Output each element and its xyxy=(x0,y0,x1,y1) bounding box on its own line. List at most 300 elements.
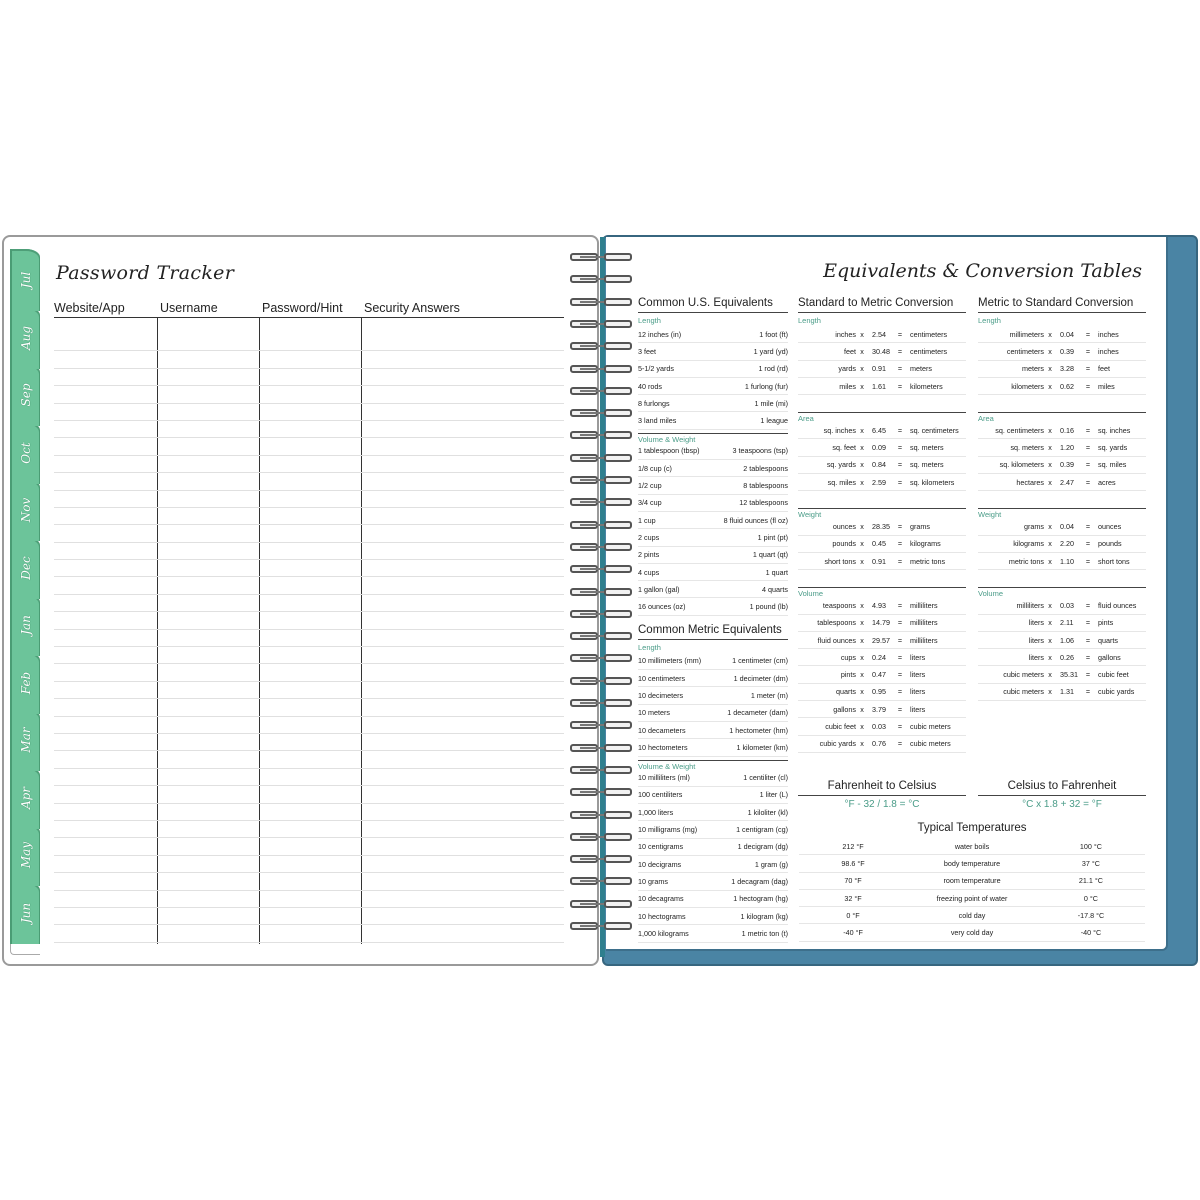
fahrenheit: 32 °F xyxy=(844,893,862,903)
factor: 2.20 xyxy=(1060,539,1074,549)
to-unit: acres xyxy=(1098,477,1116,487)
from-unit: 40 rods xyxy=(638,381,662,391)
equivalent-row xyxy=(638,412,788,429)
section-label: Volume xyxy=(978,587,1146,597)
equals-sign: = xyxy=(897,687,903,697)
conversion-row xyxy=(978,684,1146,701)
from-unit: metric tons xyxy=(1008,556,1044,566)
to-unit: milliliters xyxy=(910,635,938,645)
factor: 0.39 xyxy=(1060,346,1074,356)
from-unit: sq. meters xyxy=(1010,443,1044,453)
entry-row[interactable] xyxy=(54,351,564,368)
factor: 35.31 xyxy=(1060,670,1078,680)
factor: 0.95 xyxy=(872,687,886,697)
ring-loop xyxy=(604,521,632,529)
to-unit: metric tons xyxy=(910,556,946,566)
factor: 0.03 xyxy=(872,721,886,731)
conversion-row xyxy=(978,615,1146,632)
equals-sign: = xyxy=(1085,600,1091,610)
to-unit: 1 kilometer (km) xyxy=(736,742,788,752)
from-unit: kilograms xyxy=(1013,539,1044,549)
multiply-sign: x xyxy=(1048,652,1052,662)
page-title: Password Tracker xyxy=(56,262,235,284)
equals-sign: = xyxy=(897,460,903,470)
section-label: Weight xyxy=(798,508,966,518)
from-unit: 3 land miles xyxy=(638,416,677,426)
from-unit: cubic feet xyxy=(825,721,856,731)
multiply-sign: x xyxy=(1048,687,1052,697)
equals-sign: = xyxy=(1085,425,1091,435)
c-to-f-block xyxy=(978,780,1146,810)
section-spacer xyxy=(798,570,966,587)
from-unit: 5-1/2 yards xyxy=(638,364,674,374)
typical-temps-title: Typical Temperatures xyxy=(917,822,1027,834)
multiply-sign: x xyxy=(860,539,864,549)
factor: 3.79 xyxy=(872,704,886,714)
metric-to-std-column xyxy=(978,297,1146,701)
spiral-ring xyxy=(566,453,636,463)
from-unit: 3 feet xyxy=(638,346,656,356)
multiply-sign: x xyxy=(860,522,864,532)
equivalent-row xyxy=(638,378,788,395)
entry-row[interactable] xyxy=(54,925,564,942)
ring-loop xyxy=(604,298,632,306)
fahrenheit: -40 °F xyxy=(843,928,863,938)
conversion-row xyxy=(798,518,966,535)
conversion-row xyxy=(798,439,966,456)
from-unit: ounces xyxy=(832,522,856,532)
equals-sign: = xyxy=(897,381,903,391)
from-unit: cubic meters xyxy=(1003,687,1044,697)
multiply-sign: x xyxy=(860,425,864,435)
equals-sign: = xyxy=(897,329,903,339)
to-unit: 4 quarts xyxy=(762,584,788,594)
month-tab-label: Aug xyxy=(18,325,33,350)
section-label: Length xyxy=(798,316,821,325)
to-unit: centimeters xyxy=(910,346,948,356)
entry-row[interactable] xyxy=(54,525,564,542)
from-unit: 10 decimeters xyxy=(638,690,684,700)
ring-loop xyxy=(604,632,632,640)
celsius: 21.1 °C xyxy=(1078,876,1103,886)
multiply-sign: x xyxy=(860,704,864,714)
to-unit: 12 tablespoons xyxy=(739,498,788,508)
month-tab-mar[interactable] xyxy=(10,709,40,771)
conversion-row xyxy=(978,536,1146,553)
spiral-ring xyxy=(566,854,636,864)
month-tab-label: Sep xyxy=(18,383,33,407)
to-unit: 1 furlong (fur) xyxy=(744,381,788,391)
conversion-row xyxy=(798,615,966,632)
conversion-row xyxy=(798,422,966,439)
to-unit: 1 foot (ft) xyxy=(759,329,788,339)
from-unit: 1 gallon (gal) xyxy=(638,584,680,594)
factor: 0.91 xyxy=(872,364,886,374)
factor: 1.06 xyxy=(1060,635,1074,645)
factor: 29.57 xyxy=(872,635,890,645)
equivalent-row xyxy=(638,395,788,412)
multiply-sign: x xyxy=(1048,556,1052,566)
header-divider xyxy=(54,317,564,318)
to-unit: kilograms xyxy=(910,539,941,549)
temperature-row xyxy=(799,855,1145,872)
spiral-ring xyxy=(566,587,636,597)
ring-loop xyxy=(604,699,632,707)
spiral-ring xyxy=(566,252,636,262)
entry-row[interactable] xyxy=(54,560,564,577)
entry-row[interactable] xyxy=(54,908,564,925)
factor: 0.09 xyxy=(872,443,886,453)
from-unit: pints xyxy=(840,670,856,680)
conversion-row xyxy=(798,701,966,718)
month-tab-oct[interactable] xyxy=(10,422,40,484)
ring-loop xyxy=(604,833,632,841)
ring-loop xyxy=(604,476,632,484)
to-unit: 1 meter (m) xyxy=(750,690,788,700)
to-unit: centimeters xyxy=(910,329,948,339)
ring-loop xyxy=(604,320,632,328)
from-unit: sq. yards xyxy=(826,460,856,470)
to-unit: 1 yard (yd) xyxy=(753,346,788,356)
month-tab-label: Apr xyxy=(18,786,33,809)
multiply-sign: x xyxy=(860,460,864,470)
to-unit: liters xyxy=(910,704,926,714)
equals-sign: = xyxy=(1085,443,1091,453)
month-tab-label: Nov xyxy=(18,497,33,523)
from-unit: 100 centiliters xyxy=(638,790,683,800)
conversion-row xyxy=(798,718,966,735)
entry-row[interactable] xyxy=(54,612,564,629)
entry-row[interactable] xyxy=(54,751,564,768)
from-unit: feet xyxy=(844,346,856,356)
entry-row[interactable] xyxy=(54,543,564,560)
entry-row[interactable] xyxy=(54,856,564,873)
from-unit: centimeters xyxy=(1006,346,1044,356)
factor: 0.16 xyxy=(1060,425,1074,435)
conversion-row xyxy=(978,632,1146,649)
conversion-row xyxy=(798,457,966,474)
typical-temps-table xyxy=(799,838,1145,942)
to-unit: 1 centigram (cg) xyxy=(736,825,788,835)
fahrenheit: 212 °F xyxy=(842,841,864,851)
to-unit: grams xyxy=(910,522,930,532)
ring-loop xyxy=(604,900,632,908)
entry-row[interactable] xyxy=(54,421,564,438)
month-tab-may[interactable] xyxy=(10,824,40,886)
from-unit: gallons xyxy=(833,704,856,714)
multiply-sign: x xyxy=(860,381,864,391)
celsius: 37 °C xyxy=(1081,858,1100,868)
factor: 30.48 xyxy=(872,346,890,356)
equals-sign: = xyxy=(897,556,903,566)
from-unit: miles xyxy=(839,381,856,391)
entry-row[interactable] xyxy=(54,438,564,455)
entry-row[interactable] xyxy=(54,334,564,351)
equals-sign: = xyxy=(897,721,903,731)
from-unit: 10 centigrams xyxy=(638,842,684,852)
factor: 1.20 xyxy=(1060,443,1074,453)
equivalent-row xyxy=(638,722,788,739)
conversion-row xyxy=(798,649,966,666)
conversion-row xyxy=(798,474,966,491)
from-unit: short tons xyxy=(824,556,856,566)
ring-loop xyxy=(604,565,632,573)
entry-row[interactable] xyxy=(54,456,564,473)
ring-loop xyxy=(604,498,632,506)
multiply-sign: x xyxy=(1048,539,1052,549)
equivalent-row xyxy=(638,443,788,460)
month-tab-sep[interactable] xyxy=(10,364,40,426)
month-tab-label: Jun xyxy=(18,902,33,923)
conversion-row xyxy=(798,666,966,683)
to-unit: 1 centiliter (cl) xyxy=(743,773,788,783)
month-tab-label: Feb xyxy=(18,671,33,694)
from-unit: 10 milliliters (ml) xyxy=(638,773,690,783)
multiply-sign: x xyxy=(860,556,864,566)
equals-sign: = xyxy=(897,704,903,714)
equals-sign: = xyxy=(1085,346,1091,356)
equals-sign: = xyxy=(897,635,903,645)
month-tab-nov[interactable] xyxy=(10,479,40,541)
from-unit: sq. centimeters xyxy=(995,425,1044,435)
section-spacer xyxy=(798,395,966,412)
entry-row[interactable] xyxy=(54,473,564,490)
temperature-row xyxy=(799,907,1145,924)
entry-row[interactable] xyxy=(54,838,564,855)
to-unit: cubic meters xyxy=(910,721,951,731)
c-to-f-formula: °C x 1.8 + 32 = °F xyxy=(1022,799,1102,810)
f-to-c-formula: °F - 32 / 1.8 = °C xyxy=(844,799,920,810)
from-unit: 10 decagrams xyxy=(638,894,684,904)
from-unit: 10 millimeters (mm) xyxy=(638,656,702,666)
equals-sign: = xyxy=(897,739,903,749)
section-spacer xyxy=(978,570,1146,587)
spiral-ring xyxy=(566,653,636,663)
description: freezing point of water xyxy=(936,893,1008,903)
from-unit: 4 cups xyxy=(638,567,660,577)
spiral-ring xyxy=(566,475,636,485)
std-to-metric-title: Standard to Metric Conversion xyxy=(798,297,966,313)
to-unit: 8 tablespoons xyxy=(743,481,788,491)
description: water boils xyxy=(954,841,990,851)
temperature-row xyxy=(799,890,1145,907)
spiral-ring xyxy=(566,743,636,753)
factor: 28.35 xyxy=(872,522,890,532)
ring-loop xyxy=(604,387,632,395)
entry-row[interactable] xyxy=(54,508,564,525)
to-unit: inches xyxy=(1098,329,1119,339)
entry-row[interactable] xyxy=(54,717,564,734)
conversion-row xyxy=(798,326,966,343)
ring-loop xyxy=(604,588,632,596)
spiral-ring xyxy=(566,676,636,686)
entry-row[interactable] xyxy=(54,699,564,716)
factor: 2.59 xyxy=(872,477,886,487)
entry-row[interactable] xyxy=(54,873,564,890)
spiral-ring xyxy=(566,408,636,418)
conversion-tables-page xyxy=(606,237,1168,951)
factor: 0.04 xyxy=(1060,329,1074,339)
conversion-row xyxy=(978,597,1146,614)
to-unit: 3 teaspoons (tsp) xyxy=(732,446,788,456)
description: room temperature xyxy=(943,876,1001,886)
multiply-sign: x xyxy=(1048,460,1052,470)
to-unit: sq. yards xyxy=(1098,443,1128,453)
from-unit: kilometers xyxy=(1011,381,1044,391)
equivalent-row xyxy=(638,739,788,756)
spiral-ring xyxy=(566,386,636,396)
temperature-row xyxy=(799,873,1145,890)
section-label: Volume & Weight xyxy=(638,760,788,770)
to-unit: inches xyxy=(1098,346,1119,356)
common-metric-title: Common Metric Equivalents xyxy=(638,624,788,640)
entry-row[interactable] xyxy=(54,404,564,421)
celsius: -17.8 °C xyxy=(1077,910,1105,920)
equals-sign: = xyxy=(897,443,903,453)
entry-row[interactable] xyxy=(54,664,564,681)
entry-row[interactable] xyxy=(54,491,564,508)
month-tab-apr[interactable] xyxy=(10,767,40,829)
from-unit: cubic meters xyxy=(1003,670,1044,680)
section-label: Length xyxy=(638,316,661,325)
equals-sign: = xyxy=(1085,539,1091,549)
entry-row[interactable] xyxy=(54,386,564,403)
equivalent-row xyxy=(638,891,788,908)
multiply-sign: x xyxy=(1048,443,1052,453)
spiral-ring xyxy=(566,542,636,552)
entry-row[interactable] xyxy=(54,630,564,647)
from-unit: cubic yards xyxy=(819,739,856,749)
equivalent-row xyxy=(638,804,788,821)
from-unit: teaspoons xyxy=(822,600,856,610)
entry-row[interactable] xyxy=(54,595,564,612)
entry-row[interactable] xyxy=(54,769,564,786)
description: cold day xyxy=(958,910,986,920)
to-unit: quarts xyxy=(1098,635,1118,645)
multiply-sign: x xyxy=(1048,364,1052,374)
from-unit: 1 tablespoon (tbsp) xyxy=(638,446,700,456)
to-unit: 1 rod (rd) xyxy=(758,364,788,374)
multiply-sign: x xyxy=(860,652,864,662)
equivalent-row xyxy=(638,581,788,598)
description: very cold day xyxy=(950,928,994,938)
multiply-sign: x xyxy=(860,687,864,697)
to-unit: 1 mile (mi) xyxy=(754,398,788,408)
month-tab-jul[interactable] xyxy=(10,249,40,311)
ring-loop xyxy=(604,677,632,685)
equivalent-row xyxy=(638,326,788,343)
multiply-sign: x xyxy=(860,329,864,339)
conversion-row xyxy=(798,553,966,570)
from-unit: 12 inches (in) xyxy=(638,329,682,339)
equivalent-row xyxy=(638,839,788,856)
equivalent-row xyxy=(638,547,788,564)
from-unit: liters xyxy=(1028,635,1044,645)
from-unit: 10 grams xyxy=(638,876,668,886)
to-unit: 1 pint (pt) xyxy=(757,532,788,542)
to-unit: 2 tablespoons xyxy=(743,463,788,473)
month-tab-jan[interactable] xyxy=(10,594,40,656)
to-unit: sq. miles xyxy=(1098,460,1127,470)
entry-row[interactable] xyxy=(54,734,564,751)
equals-sign: = xyxy=(1085,329,1091,339)
conversion-row xyxy=(978,457,1146,474)
to-unit: liters xyxy=(910,687,926,697)
spiral-ring xyxy=(566,787,636,797)
spiral-ring xyxy=(566,698,636,708)
conversion-row xyxy=(798,343,966,360)
factor: 2.11 xyxy=(1060,618,1074,628)
multiply-sign: x xyxy=(860,739,864,749)
column-header-password: Password/Hint xyxy=(262,301,343,315)
ring-loop xyxy=(604,610,632,618)
common-equivalents-column xyxy=(638,297,788,943)
month-tab-label: Jan xyxy=(18,615,33,635)
from-unit: 1 cup xyxy=(638,515,656,525)
spiral-ring xyxy=(566,520,636,530)
multiply-sign: x xyxy=(1048,346,1052,356)
to-unit: 1 decagram (dag) xyxy=(731,876,788,886)
factor: 0.45 xyxy=(872,539,886,549)
from-unit: 10 decameters xyxy=(638,725,686,735)
conversion-row xyxy=(978,474,1146,491)
month-tab-dec[interactable] xyxy=(10,537,40,599)
factor: 2.47 xyxy=(1060,477,1074,487)
entry-row[interactable] xyxy=(54,821,564,838)
month-tab-feb[interactable] xyxy=(10,652,40,714)
from-unit: 10 centimeters xyxy=(638,673,686,683)
celsius: 0 °C xyxy=(1083,893,1098,903)
f-to-c-title: Fahrenheit to Celsius xyxy=(798,780,966,796)
conversion-row xyxy=(978,666,1146,683)
entry-row[interactable] xyxy=(54,647,564,664)
spiral-ring xyxy=(566,609,636,619)
entry-row[interactable] xyxy=(54,577,564,594)
conversion-row xyxy=(798,361,966,378)
spiral-binding xyxy=(566,252,636,952)
entry-row[interactable] xyxy=(54,891,564,908)
conversion-row xyxy=(798,632,966,649)
from-unit: hectares xyxy=(1016,477,1044,487)
description: body temperature xyxy=(943,858,1001,868)
entry-row[interactable] xyxy=(54,369,564,386)
to-unit: 1 gram (g) xyxy=(754,859,788,869)
from-unit: quarts xyxy=(836,687,856,697)
section-spacer xyxy=(978,491,1146,508)
month-tab-jun[interactable] xyxy=(10,882,40,944)
month-tabs xyxy=(10,249,40,955)
fahrenheit: 70 °F xyxy=(844,876,862,886)
multiply-sign: x xyxy=(1048,670,1052,680)
ring-loop xyxy=(604,744,632,752)
month-tab-aug[interactable] xyxy=(10,307,40,369)
factor: 0.04 xyxy=(1060,522,1074,532)
to-unit: sq. kilometers xyxy=(910,477,955,487)
entry-row[interactable] xyxy=(54,682,564,699)
section-label: Length xyxy=(978,316,1001,325)
equivalent-row xyxy=(638,460,788,477)
from-unit: tablespoons xyxy=(817,618,856,628)
entry-row[interactable] xyxy=(54,804,564,821)
equals-sign: = xyxy=(1085,670,1091,680)
factor: 2.54 xyxy=(872,329,886,339)
equals-sign: = xyxy=(1085,687,1091,697)
entry-row[interactable] xyxy=(54,786,564,803)
to-unit: 1 liter (L) xyxy=(759,790,788,800)
ring-loop xyxy=(604,788,632,796)
multiply-sign: x xyxy=(860,618,864,628)
equals-sign: = xyxy=(1085,618,1091,628)
